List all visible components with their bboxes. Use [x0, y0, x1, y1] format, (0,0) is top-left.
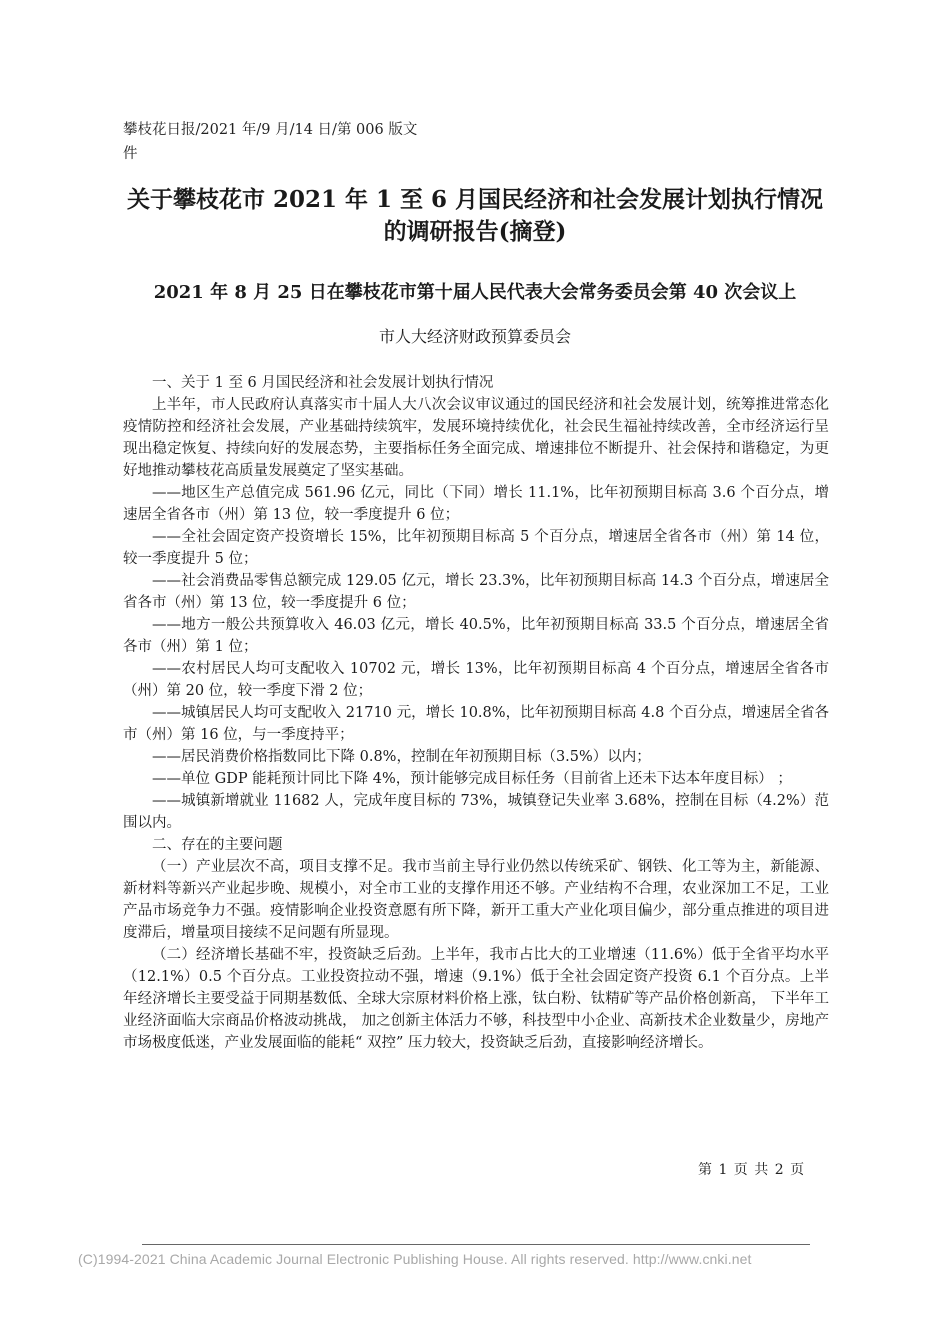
- indicator-item: ——社会消费品零售总额完成 129.05 亿元，增长 23.3%，比年初预期目标高 14.3 个百分点，增速居全省各市（州）第 13 位，较一季度提升 6 位；: [123, 573, 829, 611]
- indicator-item: ——地方一般公共预算收入 46.03 亿元，增长 40.5%，比年初预期目标高 33.5 个百分点，增速居全省各市（州）第 1 位；: [123, 617, 829, 655]
- footer-divider: [142, 1244, 810, 1245]
- indicator-item: ——单位 GDP 能耗预计同比下降 4%，预计能够完成目标任务（目前省上还未下达本年度目标） ；: [152, 771, 792, 787]
- section-heading: 二、存在的主要问题: [152, 837, 283, 853]
- article-body: [123, 372, 829, 1054]
- body-paragraph: （一）产业层次不高，项目支撑不足。我市当前主导行业仍然以传统采矿、钢铁、化工等为主，新能源、新材料等新兴产业起步晚、规模小，对全市工业的支撑作用还不够。产业结构不合理，农业深加工不足，工业产品市场竞争力不强。疫情影响企业投资意愿有所下降，新开工重大产业化项目偏少，部分重点推进的项目进度滞后，增量项目接续不足问题有所显现。: [123, 859, 829, 941]
- source-line: 攀枝花日报/2021 年/9 月/14 日/第 006 版文件: [123, 122, 418, 162]
- body-paragraph: 上半年，市人民政府认真落实市十届人大八次会议审议通过的国民经济和社会发展计划，统筹推进常态化疫情防控和经济社会发展，产业基础持续筑牢，发展环境持续优化，社会民生福祉持续改善，全市经济运行呈现出稳定恢复、持续向好的发展态势，主要指标任务全面完成、增速排位不断提升、社会保持和谐稳定，为更好地推动攀枝花高质量发展奠定了坚实基础。: [123, 397, 829, 479]
- indicator-item: ——全社会固定资产投资增长 15%，比年初预期目标高 5 个百分点，增速居全省各市（州）第 14 位，较一季度提升 5 位；: [123, 529, 829, 567]
- indicator-item: ——地区生产总值完成 561.96 亿元，同比（下同）增长 11.1%，比年初预期目标高 3.6 个百分点，增速居全省各市（州）第 13 位，较一季度提升 6 位；: [123, 485, 829, 523]
- indicator-item: ——城镇新增就业 11682 人，完成年度目标的 73%，城镇登记失业率 3.68%，控制在目标（4.2%）范围以内。: [123, 793, 829, 831]
- indicator-item: ——城镇居民人均可支配收入 21710 元，增长 10.8%，比年初预期目标高 4.8 个百分点，增速居全省各市（州）第 16 位，与一季度持平；: [123, 705, 829, 743]
- indicator-item: ——农村居民人均可支配收入 10702 元，增长 13%，比年初预期目标高 4 个百分点，增速居全省各市（州）第 20 位，较一季度下滑 2 位；: [123, 661, 829, 699]
- indicator-item: ——居民消费价格指数同比下降 0.8%，控制在年初预期目标（3.5%）以内；: [152, 749, 651, 765]
- copyright-notice: (C)1994-2021 China Academic Journal Electronic Publishing House. All rights reserved. http://www.cnki.net: [78, 1251, 752, 1267]
- article-author: 市人大经济财政预算委员会: [378, 327, 571, 346]
- section-heading: 一、关于 1 至 6 月国民经济和社会发展计划执行情况: [152, 375, 494, 391]
- article-subtitle: 2021 年 8 月 25 日在攀枝花市第十届人民代表大会常务委员会第 40 次会议上: [153, 282, 797, 303]
- article-title: 关于攀枝花市 2021 年 1 至 6 月国民经济和社会发展计划执行情况的调研报告(摘登): [126, 186, 824, 245]
- page-indicator: 第 1 页 共 2 页: [698, 1162, 805, 1178]
- body-paragraph: （二）经济增长基础不牢，投资缺乏后劲。上半年，我市占比大的工业增速（11.6%）低于全省平均水平（12.1%）0.5 个百分点。工业投资拉动不强，增速（9.1%）低于全社会固定资产投资 6.1 个百分点。上半年经济增长主要受益于同期基数低、全球大宗原材料价格上涨，钛白粉、钛精矿等产品价格创新高， 下半年工业经济面临大宗商品价格波动挑战， 加之创新主体活力不够，科技型中小企业、高新技术企业数量少，房地产市场极度低迷，产业发展面临的能耗“ 双控” 压力较大，投资缺乏后劲，直接影响经济增长。: [123, 947, 829, 1051]
